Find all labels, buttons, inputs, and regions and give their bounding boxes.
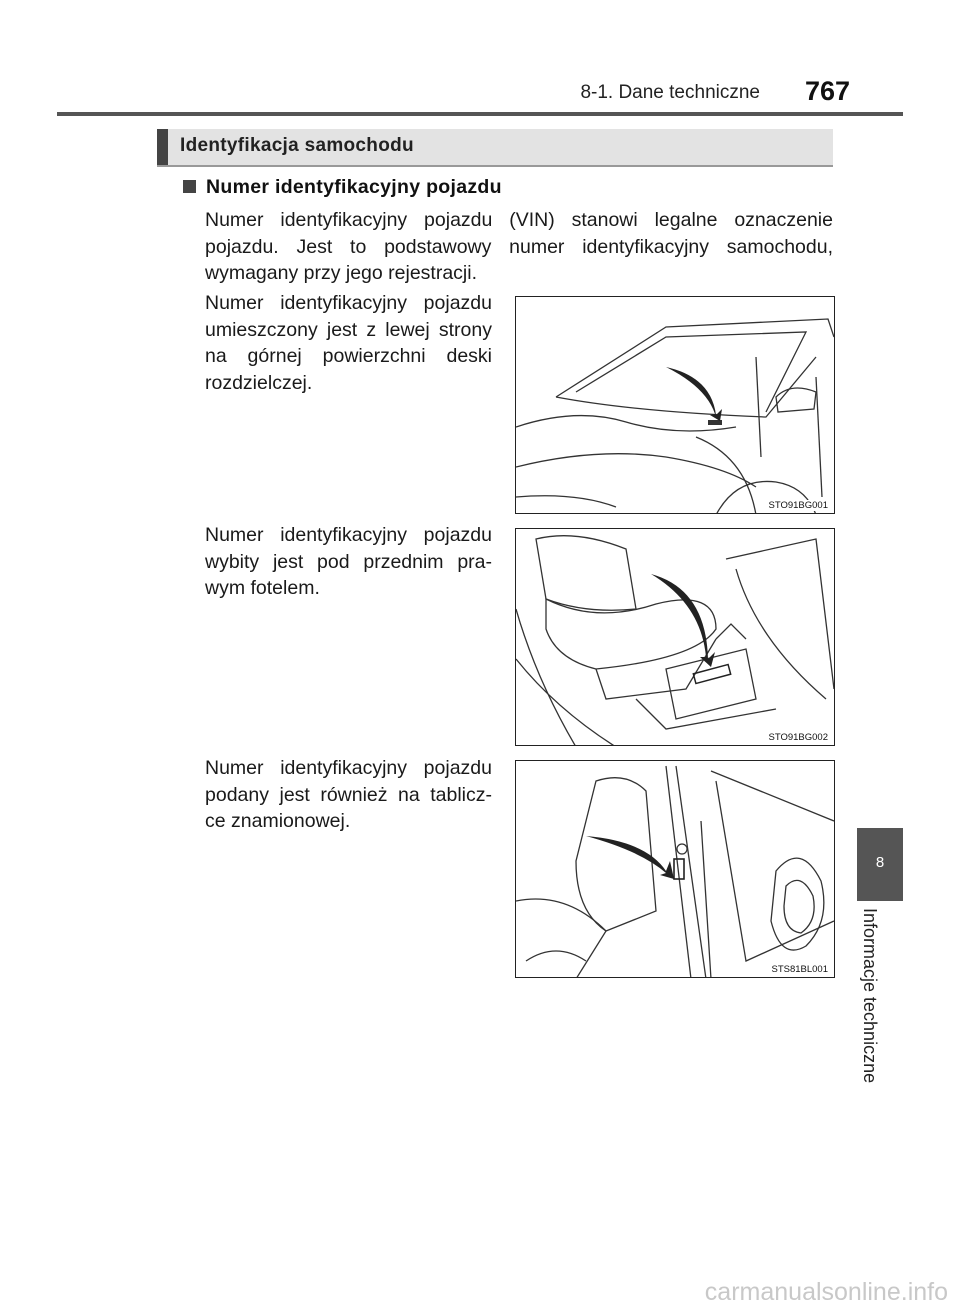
watermark: carmanualsonline.info	[704, 1278, 948, 1306]
chapter-number: 8	[875, 854, 885, 871]
subheading-text: Numer identyfikacyjny pojazdu	[206, 176, 502, 198]
subheading	[183, 176, 502, 199]
intro-paragraph: Numer identyfikacyjny pojazdu (VIN) stanowi legalne oznaczenie pojazdu. Jest to podstawowy numer identyfikacyjny samochodu, wymagany przy jego rejestracji.	[205, 209, 833, 284]
square-bullet-icon	[183, 180, 196, 193]
figure-1-code: STO91BG001	[768, 500, 828, 511]
chapter-label: Informacje techniczne	[860, 908, 880, 1084]
figure-1-illustration	[515, 296, 835, 514]
door-pillar-illustration	[516, 761, 835, 978]
figure-2-illustration	[515, 528, 835, 746]
figure-3-illustration	[515, 760, 835, 978]
seat-floor-illustration	[516, 529, 835, 746]
header-rule	[57, 112, 903, 116]
figure-2-text: Numer identyfikacyjny pojazdu wybity jest pod przednim pra-wym fotelem.	[205, 524, 492, 599]
figure-3-code: STS81BL001	[771, 964, 828, 975]
figure-1-text: Numer identyfikacyjny pojazdu umieszczony jest z lewej strony na górnej powierzchni deski rozdzielczej.	[205, 292, 492, 394]
windshield-dashboard-illustration	[516, 297, 835, 514]
figure-3-text: Numer identyfikacyjny pojazdu podany jest również na tablicz-ce znamionowej.	[205, 757, 492, 832]
figure-2-code: STO91BG002	[768, 732, 828, 743]
section-underline	[157, 165, 833, 167]
section-title: Identyfikacja samochodu	[180, 135, 414, 156]
running-head: 8-1. Dane techniczne	[580, 82, 760, 103]
chapter-tab	[857, 828, 903, 901]
section-heading-bar	[157, 129, 833, 165]
page-number: 767	[804, 76, 850, 106]
